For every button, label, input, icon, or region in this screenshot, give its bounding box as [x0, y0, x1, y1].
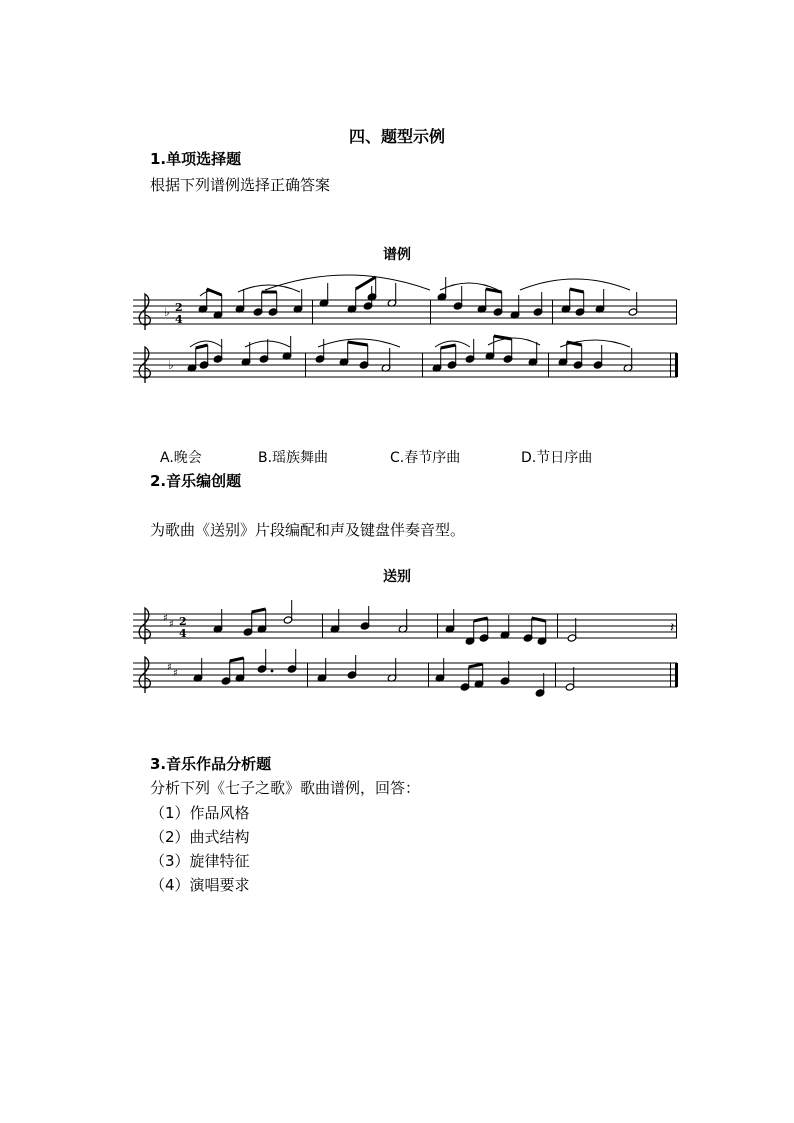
quarter-rest-icon: 𝄽	[670, 620, 675, 636]
time-signature: 2	[179, 615, 187, 628]
score2-caption: 送别	[383, 569, 411, 585]
option-d: D.节日序曲	[521, 450, 593, 466]
note-beam	[474, 618, 488, 621]
question2-instruction: 为歌曲《送别》片段编配和声及键盘伴奏音型。	[150, 521, 466, 539]
note-beam	[348, 342, 368, 345]
flat-sign-icon: ♭	[168, 358, 174, 372]
note-beam	[230, 658, 244, 661]
question1-heading: 1.单项选择题	[150, 150, 242, 168]
slur	[488, 338, 540, 345]
analysis-item: （2）曲式结构	[150, 828, 250, 846]
bar-line	[555, 663, 556, 687]
section-title: 四、题型示例	[348, 127, 445, 146]
analysis-item: （3）旋律特征	[150, 852, 250, 870]
note-beam	[356, 277, 376, 289]
sharp-sign-icon: ♯	[167, 662, 172, 673]
final-bar-line	[675, 663, 678, 687]
slur	[560, 340, 630, 347]
sharp-sign-icon: ♯	[173, 668, 178, 679]
bar-line	[670, 663, 671, 687]
time-signature: 4	[179, 627, 187, 640]
bar-line	[676, 300, 677, 324]
bar-line	[428, 663, 429, 687]
dot	[271, 670, 274, 673]
bar-line	[422, 353, 423, 377]
note-beam	[570, 289, 584, 292]
note-beam	[441, 345, 456, 348]
bar-line	[557, 614, 558, 638]
sharp-sign-icon: ♯	[169, 619, 174, 630]
bar-line	[676, 614, 677, 638]
bar-line	[307, 663, 308, 687]
bar-line	[312, 300, 313, 324]
bar-line	[305, 353, 306, 377]
question2-heading: 2.音乐编创题	[150, 472, 242, 490]
bar-line	[552, 300, 553, 324]
question3-heading: 3.音乐作品分析题	[150, 755, 272, 773]
sharp-sign-icon: ♯	[163, 613, 168, 624]
note-beam	[252, 609, 266, 612]
bar-line	[670, 353, 671, 377]
question3-instruction: 分析下列《七子之歌》歌曲谱例，回答：	[150, 779, 421, 797]
slur	[520, 279, 630, 290]
score1-caption: 谱例	[383, 247, 411, 263]
analysis-item: （4）演唱要求	[150, 876, 250, 894]
note-beam	[469, 664, 483, 667]
option-a: A.晚会	[160, 450, 202, 466]
bar-line	[437, 614, 438, 638]
option-b: B.瑶族舞曲	[258, 450, 329, 466]
bar-line	[322, 614, 323, 638]
final-bar-line	[675, 353, 678, 377]
flat-sign-icon: ♭	[164, 305, 170, 319]
note-beam	[196, 345, 208, 348]
analysis-item: （1）作品风格	[150, 804, 250, 822]
note-beam	[486, 289, 502, 292]
time-signature: 2	[175, 301, 183, 314]
question1-instruction: 根据下列谱例选择正确答案	[150, 176, 331, 194]
note-beam	[532, 618, 546, 621]
bar-line	[430, 300, 431, 324]
option-c: C.春节序曲	[390, 450, 461, 466]
time-signature: 4	[175, 313, 183, 326]
bar-line	[548, 353, 549, 377]
